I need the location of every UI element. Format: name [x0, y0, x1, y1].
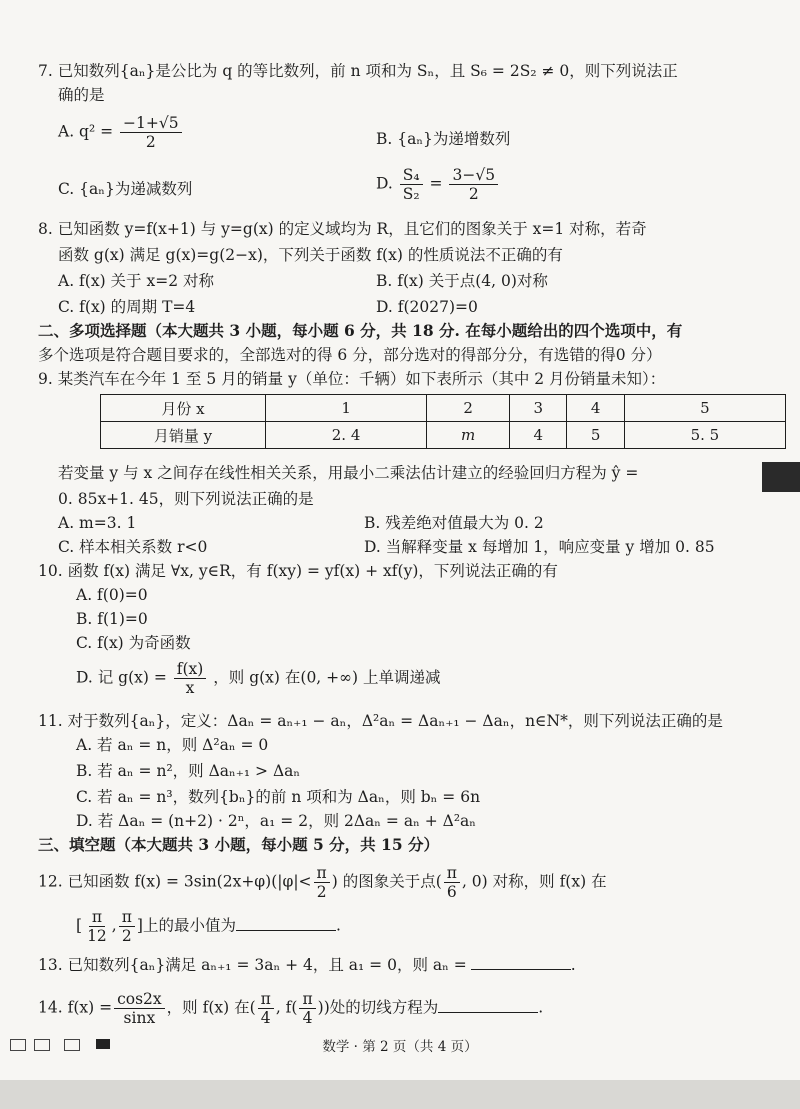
q12-pi-over-12: [84, 908, 110, 945]
section2-heading-line2: 多个选项是符合题目要求的，全部选对的得 6 分，部分选对的得部分分，有选错的得0 分）: [38, 346, 662, 364]
q10-option-a: A. f(0)=0: [76, 586, 148, 604]
q12-f4-den: 2: [121, 927, 132, 945]
q10-d-prefix: D. 记 g(x) =: [76, 668, 167, 687]
q14-period: .: [538, 998, 544, 1017]
q12-answer-blank[interactable]: [236, 930, 336, 931]
q7-d-prefix: D.: [376, 174, 393, 193]
q7-stem-line1: 7. 已知数列{aₙ}是公比为 q 的等比数列，前 n 项和为 Sₙ，且 S₆ = 2S₂ ≠ 0，则下列说法正: [38, 62, 678, 80]
q13-answer-blank[interactable]: [471, 969, 571, 970]
table-cell: 5: [624, 395, 785, 422]
q10-stem: 10. 函数 f(x) 满足 ∀x, y∈R，有 f(xy) = yf(x) + xf(y)，下列说法正确的有: [38, 562, 558, 580]
q12-bracket-close: ]: [136, 916, 143, 935]
q11-stem: 11. 对于数列{aₙ}，定义：Δaₙ = aₙ₊₁ − aₙ，Δ²aₙ = Δaₙ₊₁ − Δaₙ，n∈N*，则下列说法正确的是: [38, 712, 723, 730]
q14-close: )): [317, 998, 330, 1017]
q12-f4-num: π: [119, 908, 135, 927]
q8-option-a: A. f(x) 关于 x=2 对称: [58, 272, 214, 290]
q7-d-ratio-den: S₂: [402, 185, 420, 203]
q14-p-num: π: [258, 990, 274, 1009]
q7-a-fraction: [120, 114, 182, 151]
table-row: [101, 422, 786, 449]
q12-f3-den: 12: [87, 927, 107, 945]
q7-a-denominator: 2: [145, 133, 156, 151]
q10-d-numerator: f(x): [174, 660, 207, 679]
q9-stem: 9. 某类汽车在今年 1 至 5 月的销量 y（单位：千辆）如下表所示（其中 2 月份销量未知）：: [38, 370, 666, 388]
q9-option-a: A. m=3. 1: [58, 514, 137, 532]
q8-option-b: B. f(x) 关于点(4, 0)对称: [376, 272, 548, 290]
section3-heading: 三、填空题（本大题共 3 小题，每小题 5 分，共 15 分）: [38, 835, 440, 854]
table-cell: 5. 5: [624, 422, 785, 449]
q10-option-d: [76, 660, 441, 697]
q14-f-num: cos2x: [114, 990, 165, 1009]
table-cell: 3: [510, 395, 567, 422]
q9-option-d: D. 当解释变量 x 每增加 1，响应变量 y 增加 0. 85: [364, 538, 715, 556]
q14-f-fraction: [114, 990, 165, 1027]
q10-d-fraction: [174, 660, 207, 697]
q9-text-line2: 0. 85x+1. 45，则下列说法正确的是: [58, 490, 314, 508]
q12-part3: , 0) 对称，则 f(x) 在: [461, 872, 607, 891]
table-cell: 4: [567, 395, 624, 422]
q7-d-ratio-num: S₄: [400, 166, 423, 185]
section2-heading-line1: 二、多项选择题（本大题共 3 小题，每小题 6 分，共 18 分. 在每小题给出的四个选项中，有: [38, 321, 683, 340]
q7-option-c: C. {aₙ}为递减数列: [58, 180, 193, 198]
q7-d-value-num: 3−√5: [449, 166, 498, 185]
q7-d-equals: =: [429, 174, 443, 193]
q7-stem-line2: 确的是: [58, 86, 105, 104]
q14-p2-num: π: [299, 990, 315, 1009]
q9-text-line1: 若变量 y 与 x 之间存在线性相关关系，用最小二乘法估计建立的经验回归方程为 ŷ =: [58, 464, 639, 482]
q7-d-ratio: [400, 166, 423, 203]
q12-part1: 12. 已知函数 f(x) = 3sin(2x+φ)(|φ|<: [38, 872, 312, 891]
q7-a-numerator: −1+√5: [120, 114, 182, 133]
q12-period: .: [336, 916, 341, 935]
footer-filled-mark: [96, 1039, 110, 1049]
q7-option-d: [376, 166, 500, 203]
page-footer: 数学 · 第 2 页（共 4 页）: [322, 1039, 478, 1055]
q7-d-value-den: 2: [468, 185, 479, 203]
q8-option-d: D. f(2027)=0: [376, 298, 478, 316]
q7-option-a: [58, 114, 184, 151]
q8-option-c: C. f(x) 的周期 T=4: [58, 298, 196, 316]
table-row: [101, 395, 786, 422]
q8-stem-line1: 8. 已知函数 y=f(x+1) 与 y=g(x) 的定义域均为 R，且它们的图象关于 x=1 对称，若奇: [38, 220, 647, 238]
footer-box-mark: [34, 1039, 50, 1051]
q14-comma: , f(: [275, 998, 298, 1017]
table-cell: 1: [266, 395, 427, 422]
q14-prefix: 14. f(x) =: [38, 998, 113, 1017]
q12-bracket-open: [: [76, 916, 83, 935]
q14-mid: ，则 f(x) 在(: [166, 998, 256, 1017]
footer-box-mark: [10, 1039, 26, 1051]
q12-pi-over-2b: [119, 908, 135, 945]
q12-f1-num: π: [314, 864, 330, 883]
q12-comma: ,: [111, 916, 117, 935]
q12-pi-over-2: [314, 864, 330, 901]
q7-a-prefix: A. q² =: [58, 122, 114, 141]
q14-tail: 处的切线方程为: [329, 998, 439, 1017]
q11-option-d: D. 若 Δaₙ = (n+2) · 2ⁿ，a₁ = 2，则 2Δaₙ = aₙ + Δ²aₙ: [76, 812, 476, 830]
q14-line: [38, 990, 543, 1027]
q9-option-c: C. 样本相关系数 r<0: [58, 538, 208, 556]
q14-answer-blank[interactable]: [438, 1012, 538, 1013]
q7-d-value: [449, 166, 498, 203]
table-cell: 月份 x: [101, 395, 266, 422]
q10-d-denominator: x: [185, 679, 195, 697]
table-cell: 4: [510, 422, 567, 449]
table-cell: m: [427, 422, 510, 449]
table-cell: 月销量 y: [101, 422, 266, 449]
q9-option-b: B. 残差绝对值最大为 0. 2: [364, 514, 544, 532]
q12-part2: ) 的图象关于点(: [331, 872, 442, 891]
q9-sales-table: [100, 394, 786, 449]
q12-pi-over-6: [444, 864, 460, 901]
table-cell: 2: [427, 395, 510, 422]
q12-line2-text: 上的最小值为: [142, 916, 236, 935]
table-cell: 2. 4: [266, 422, 427, 449]
q10-option-b: B. f(1)=0: [76, 610, 148, 628]
q12-f3-num: π: [89, 908, 105, 927]
q11-option-c: C. 若 aₙ = n³，数列{bₙ}的前 n 项和为 Δaₙ，则 bₙ = 6n: [76, 788, 481, 806]
q12-f1-den: 2: [316, 883, 327, 901]
page-bottom-edge: [0, 1080, 800, 1109]
q8-stem-line2: 函数 g(x) 满足 g(x)=g(2−x)，下列关于函数 f(x) 的性质说法不正确的有: [58, 246, 563, 264]
q12-f2-den: 6: [446, 883, 457, 901]
q13-period: .: [570, 956, 576, 974]
binding-tab-mark: [762, 462, 800, 492]
q12-f2-num: π: [444, 864, 460, 883]
q10-option-c: C. f(x) 为奇函数: [76, 634, 191, 652]
q13-line: [38, 954, 576, 976]
q12-line2: [76, 908, 341, 945]
q11-option-b: B. 若 aₙ = n²，则 Δaₙ₊₁ > Δaₙ: [76, 762, 301, 780]
q11-option-a: A. 若 aₙ = n，则 Δ²aₙ = 0: [76, 736, 269, 754]
q7-option-b: B. {aₙ}为递增数列: [376, 130, 511, 148]
table-cell: 5: [567, 422, 624, 449]
q10-d-suffix: ，则 g(x) 在(0, +∞) 上单调递减: [213, 668, 441, 687]
q14-pi-over-4b: [299, 990, 315, 1027]
q14-pi-over-4: [258, 990, 274, 1027]
q13-text: 13. 已知数列{aₙ}满足 aₙ₊₁ = 3aₙ + 4，且 a₁ = 0，则 aₙ =: [38, 956, 467, 974]
q12-line1: [38, 864, 607, 901]
footer-box-mark: [64, 1039, 80, 1051]
q14-f-den: sinx: [123, 1009, 156, 1027]
q14-p2-den: 4: [302, 1009, 313, 1027]
q14-p-den: 4: [260, 1009, 271, 1027]
